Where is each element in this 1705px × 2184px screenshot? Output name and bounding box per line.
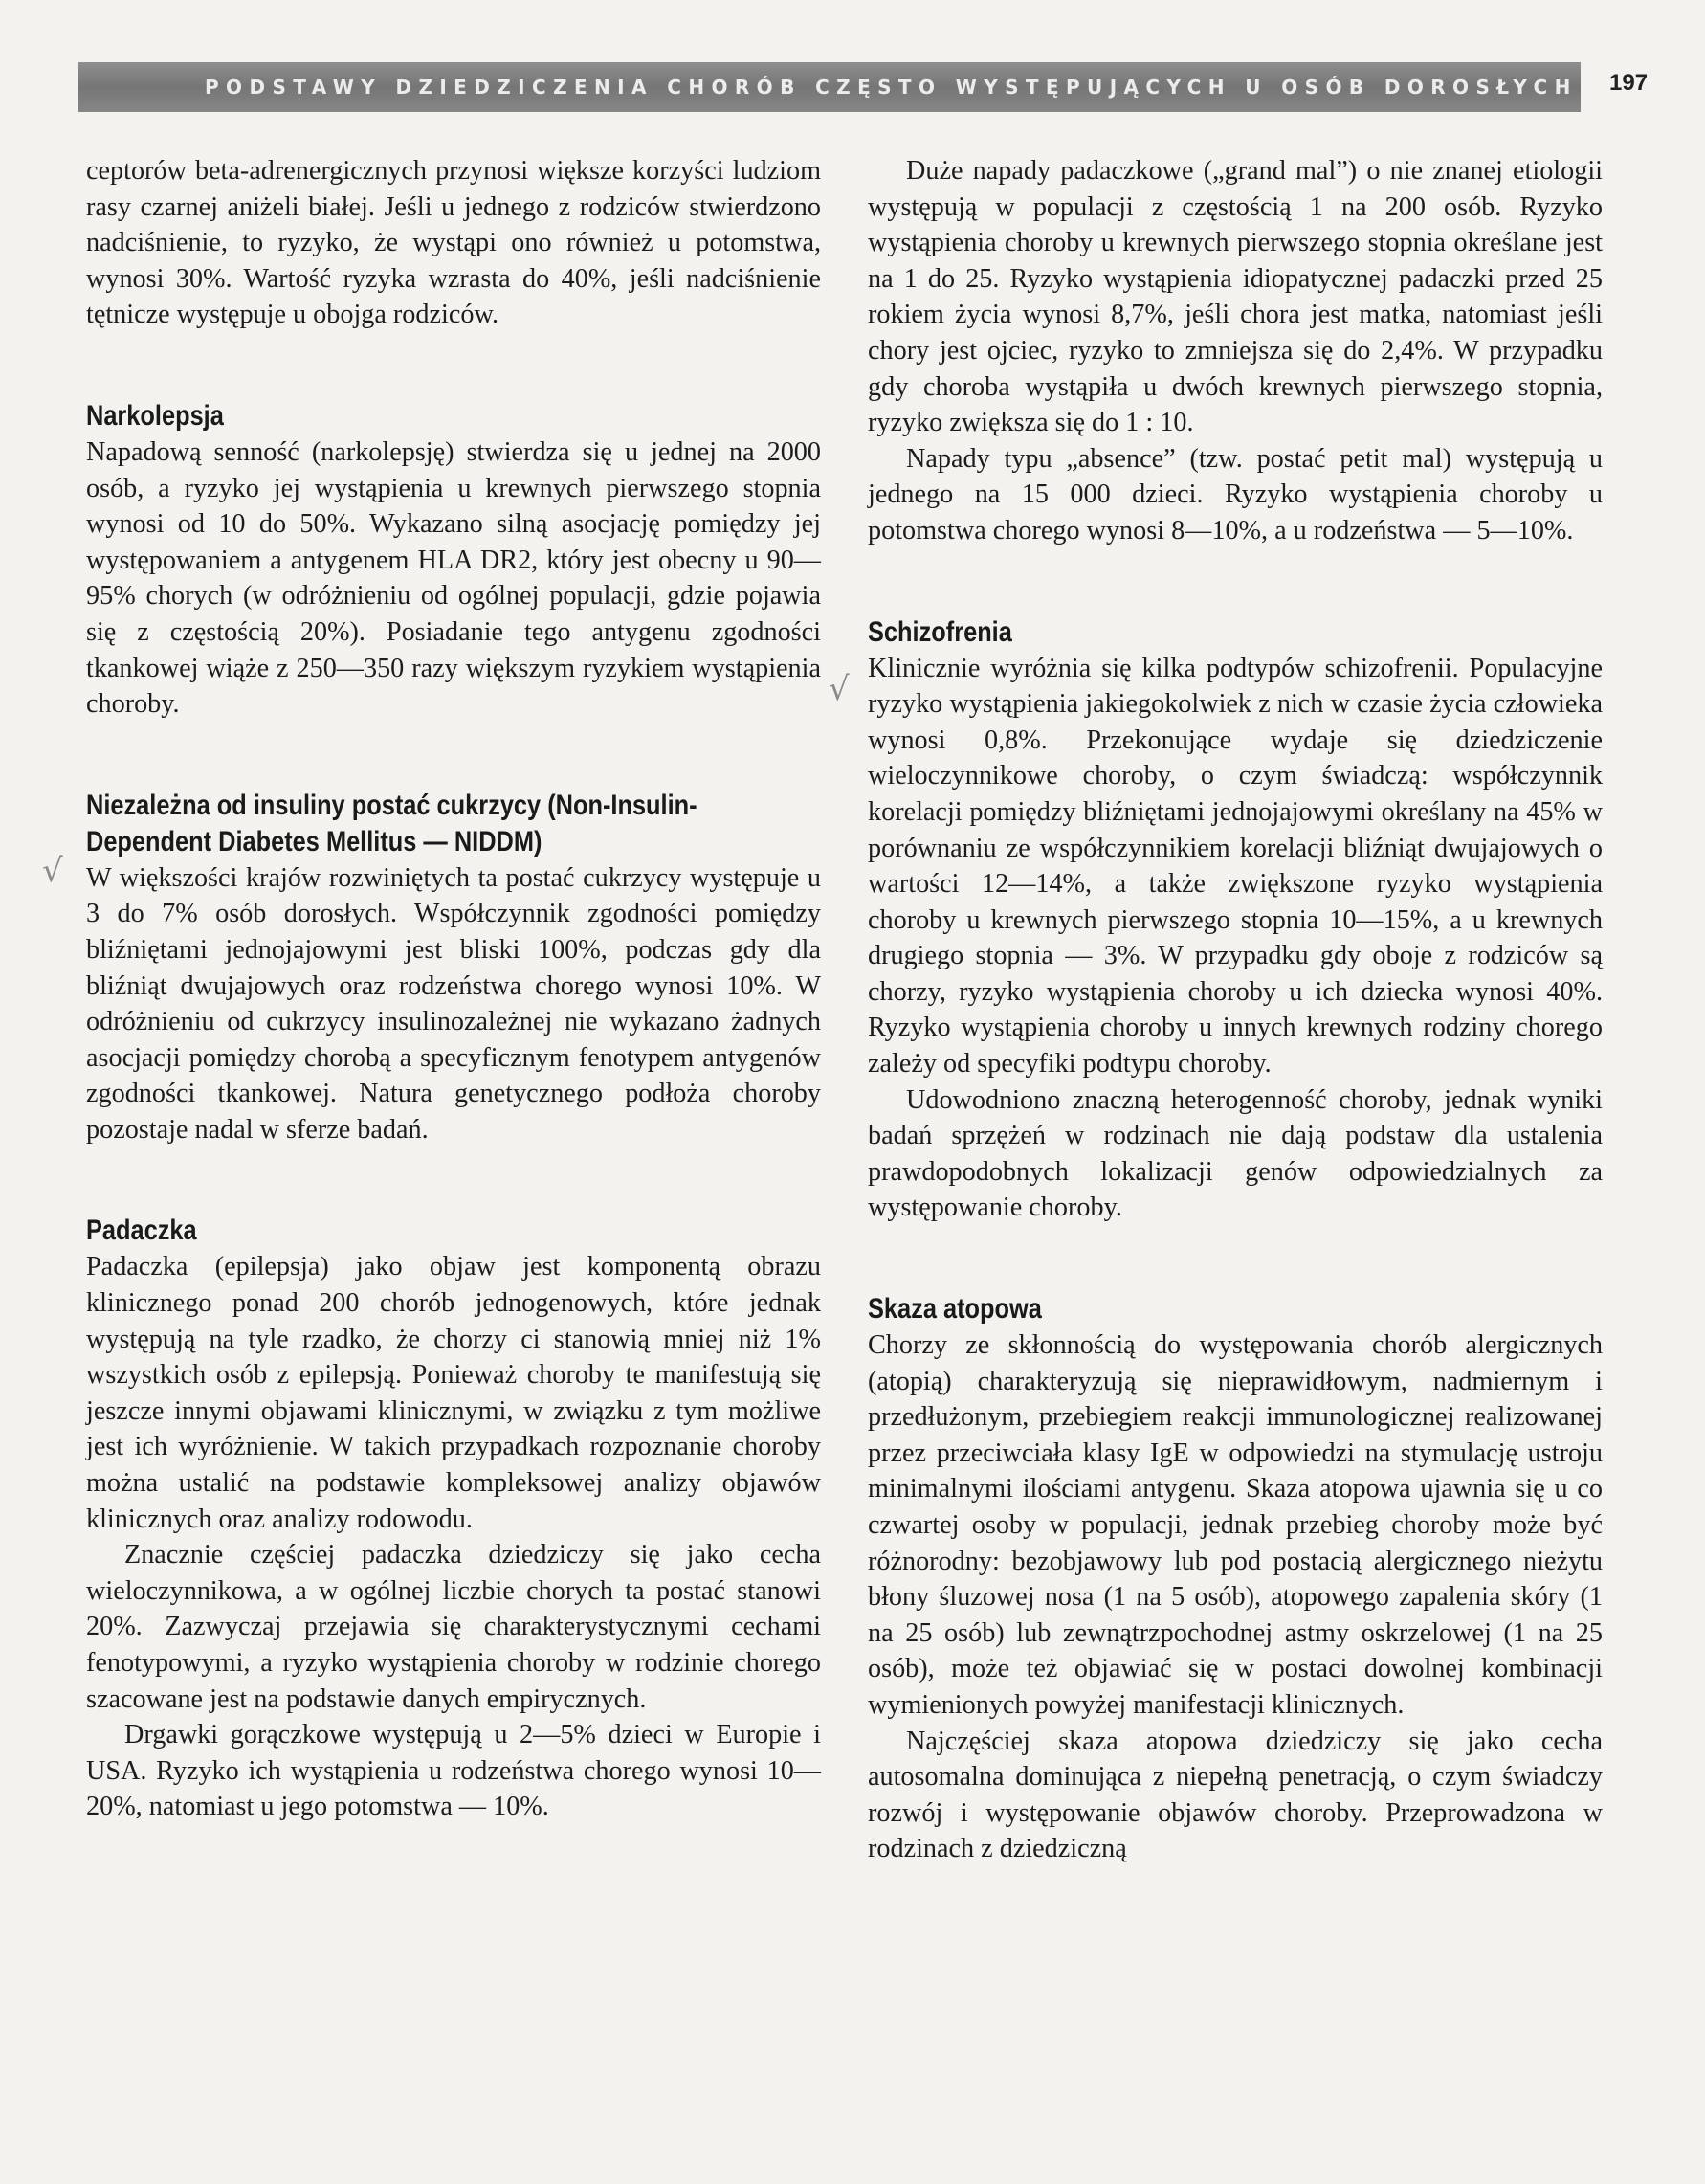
epilepsy-continued-paragraph-2: Napady typu „absence” (tzw. postać petit mal) występują u jednego na 15 000 dzieci. Ryzyko wystąpienia choroby u potomstwa chorego wynosi 8—10%, a u rodzeństwa — 5—10%. xyxy=(868,443,1603,546)
epilepsy-continued-paragraph-1: Duże napady padaczkowe („grand mal”) o nie znanej etiologii występują w populacji z częstością 1 na 200 osób. Ryzyko wystąpienia choroby u krewnych pierwszego stopnia określane jest na 1 do 25. Ryzyko wystąpienia idiopatycznej padaczki przed 25 rokiem życia wynosi 8,7%, jeśli chora jest matka, natomiast jeśli chory jest ojciec, ryzyko to zmniejsza się do 2,4%. W przypadku gdy choroba wystąpiła u dwóch krewnych pierwszego stopnia, ryzyko zwiększa się do 1 : 10. xyxy=(868,156,1603,438)
niddm-paragraph: W większości krajów rozwiniętych ta postać cukrzycy występuje u 3 do 7% osób dorosłych. Współczynnik zgodności pomiędzy bliźniętami jednojajowymi jest bliski 100%, podczas gdy dla bliźniąt dwujajowych oraz rodzeństwa chorego wynosi 10%. W odróżnieniu od cukrzycy insulinozależnej nie wykazano żadnych asocjacji pomiędzy chorobą a specyficznym fenotypem antygenów zgodności tkankowej. Natura genetycznego podłoża choroby pozostaje nadal w sferze badań. xyxy=(86,862,821,1145)
atopy-paragraph-1: Chorzy ze skłonnością do występowania chorób alergicznych (atopią) charakteryzują się nieprawidłowym, nadmiernym i przedłużonym, przebiegiem reakcji immunologicznej realizowanej przez przeciwciała klasy IgE w odpowiedzi na stymulację ustroju minimalnymi ilościami antygenu. Skaza atopowa ujawnia się u co czwartej osoby w populacji, jednak przebieg choroby może być różnorodny: bezobjawowy lub pod postacią alergicznego nieżytu błony śluzowej nosa (1 na 5 osób), atopowego zapalenia skóry (1 na 25 osób) lub zewnątrzpochodnej astmy oskrzelowej (1 na 25 osób), może też objawiać się w postaci dowolnej kombinacji wymienionych powyżej manifestacji klinicznych. xyxy=(868,1330,1603,1720)
section-atopy xyxy=(868,1291,1603,1867)
right-column xyxy=(868,153,1603,1867)
pencil-check-icon: √ xyxy=(829,670,850,708)
section-epilepsy xyxy=(86,1213,821,1825)
section-niddm xyxy=(86,788,821,1148)
running-header-title: PODSTAWY DZIEDZICZENIA CHORÓB CZĘSTO WYSTĘPUJĄCYCH U OSÓB DOROSŁYCH xyxy=(205,76,1578,99)
section-heading-epilepsy: Padaczka xyxy=(86,1215,197,1247)
pencil-check-icon: √ xyxy=(42,852,63,890)
atopy-paragraph-2: Najczęściej skaza atopowa dziedziczy się jako cecha autosomalna dominująca z niepełną penetracją, o czym świadczy rozwój i występowanie objawów choroby. Przeprowadzona w rodzinach z dziedziczną xyxy=(868,1726,1603,1864)
epilepsy-paragraph-2: Znacznie częściej padaczka dziedziczy się jako cecha wieloczynnikowa, a w ogólnej liczbie chorych ta postać stanowi 20%. Zazwyczaj przejawia się charakterystycznymi cechami fenotypowymi, a ryzyko wystąpienia choroby w rodzinie chorego szacowane jest na podstawie danych empirycznych. xyxy=(86,1540,821,1714)
left-column xyxy=(86,153,821,1825)
schizophrenia-paragraph-1: Klinicznie wyróżnia się kilka podtypów schizofrenii. Populacyjne ryzyko wystąpienia jakiegokolwiek z nich w czasie życia człowieka wynosi 0,8%. Przekonujące wydaje się dziedziczenie wieloczynnikowe choroby, o czym świadczą: współczynnik korelacji pomiędzy bliźniętami jednojajowymi określany na 45% w porównaniu ze współczynnikiem korelacji bliźniąt dwujajowych o wartości 12—14%, a także zwiększone ryzyko wystąpienia choroby u krewnych pierwszego stopnia 10—15%, a u krewnych drugiego stopnia — 3%. W przypadku gdy oboje z rodziców są chorzy, ryzyko wystąpienia choroby u ich dziecka wynosi 40%. Ryzyko wystąpienia choroby u innych krewnych rodziny chorego zależy od specyfiki podtypu choroby. xyxy=(868,653,1603,1080)
page-number: 197 xyxy=(1609,70,1649,96)
epilepsy-paragraph-1: Padaczka (epilepsja) jako objaw jest komponentą obrazu klinicznego ponad 200 chorób jednogenowych, które jednak występują na tyle rzadko, że chorzy ci stanowią mniej niż 1% wszystkich osób z epilepsją. Ponieważ choroby te manifestują się jeszcze innymi objawami klinicznymi, w związku z tym możliwe jest ich wyróżnienie. W takich przypadkach rozpoznanie choroby można ustalić na podstawie kompleksowej analizy objawów klinicznych oraz analizy rodowodu. xyxy=(86,1252,821,1534)
epilepsy-paragraph-3: Drgawki gorączkowe występują u 2—5% dzieci w Europie i USA. Ryzyko ich wystąpienia u rodzeństwa chorego wynosi 10—20%, natomiast u jego potomstwa — 10%. xyxy=(86,1720,821,1822)
section-narcolepsy xyxy=(86,398,821,723)
running-header-bar xyxy=(78,62,1581,112)
section-heading-atopy: Skaza atopowa xyxy=(868,1293,1042,1326)
section-heading-narcolepsy: Narkolepsja xyxy=(86,399,224,432)
schizophrenia-paragraph-2: Udowodniono znaczną heterogenność choroby, jednak wyniki badań sprzężeń w rodzinach nie dają podstaw dla ustalenia prawdopodobnych lokalizacji genów odpowiedzialnych za występowanie choroby. xyxy=(868,1084,1603,1223)
section-schizophrenia xyxy=(868,614,1603,1227)
narcolepsy-paragraph: Napadową senność (narkolepsję) stwierdza się u jednej na 2000 osób, a ryzyko jej wystąpienia u krewnych pierwszego stopnia wynosi od 10 do 50%. Wykazano silną asocjację pomiędzy jej występowaniem a antygenem HLA DR2, który jest obecny u 90—95% chorych (w odróżnieniu od ogólnej populacji, gdzie pojawia się z częstością 20%). Posiadanie tego antygenu zgodności tkankowej wiąże z 250—350 razy większym ryzykiem wystąpienia choroby. xyxy=(86,436,821,720)
section-heading-schizophrenia: Schizofrenia xyxy=(868,615,1012,648)
intro-paragraph: ceptorów beta-adrenergicznych przynosi większe korzyści ludziom rasy czarnej aniżeli białej. Jeśli u jednego z rodziców stwierdzono nadciśnienie, to ryzyko, że wystąpi ono również u potomstwa, wynosi 30%. Wartość ryzyka wzrasta do 40%, jeśli nadciśnienie tętnicze występuje u obojga rodziców. xyxy=(86,156,821,330)
section-heading-niddm: Niezależna od insuliny postać cukrzycy (Non-Insulin-Dependent Diabetes Mellitus — NIDDM) xyxy=(86,789,698,858)
